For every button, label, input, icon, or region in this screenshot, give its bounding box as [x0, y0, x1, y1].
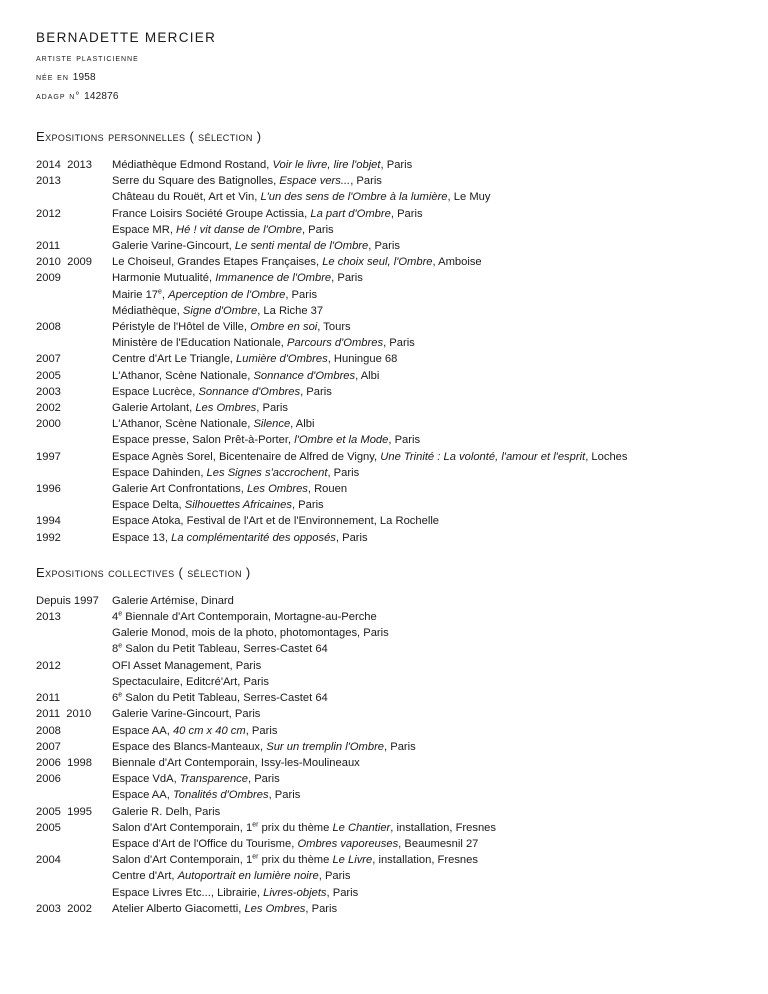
- adagp-label: adagp n°: [36, 91, 81, 102]
- exhibition-entry: [112, 173, 382, 189]
- exhibition-entry: [112, 641, 328, 657]
- exhibition-row: [36, 254, 768, 270]
- exhibition-entry: [112, 335, 415, 351]
- exhibition-years: 2014 2013: [36, 159, 92, 171]
- exhibition-title: Immanence de l'Ombre: [215, 272, 332, 285]
- exhibition-text: 8: [112, 643, 119, 656]
- exhibition-text: L'Athanor, Scène Nationale,: [112, 369, 254, 382]
- exhibition-row: [36, 189, 768, 205]
- exhibition-text: Le Choiseul, Grandes Etapes Françaises,: [112, 256, 323, 269]
- exhibition-title: Sonnance d'Ombres: [198, 385, 301, 398]
- exhibition-entry: [112, 465, 359, 481]
- exhibition-row: [36, 270, 768, 286]
- exhibition-text: , Paris: [285, 288, 318, 301]
- exhibition-text: Espace VdA,: [112, 773, 180, 786]
- exhibition-text: Ministère de l'Education Nationale,: [112, 337, 288, 350]
- exhibition-text: Salon du Petit Tableau, Serres-Castet 64: [122, 643, 328, 656]
- exhibition-entry: [112, 351, 397, 367]
- exhibition-years: 2012: [36, 659, 61, 672]
- exhibition-text: , Paris: [331, 272, 363, 285]
- exhibition-entry: [112, 400, 288, 416]
- exhibition-row: [36, 481, 768, 497]
- exhibition-entry: [112, 270, 363, 286]
- exhibition-row: [36, 416, 768, 432]
- exhibition-years: 2011: [36, 240, 61, 253]
- exhibition-text: , Paris: [291, 499, 324, 512]
- exhibition-row: [36, 384, 768, 400]
- exhibition-title: Silence: [253, 418, 291, 431]
- exhibition-years: 2009: [36, 272, 61, 285]
- exhibition-row: [36, 625, 768, 641]
- exhibition-text: , Tours: [317, 321, 351, 334]
- exhibition-entry: [112, 206, 423, 222]
- exhibition-entry: [112, 901, 337, 917]
- exhibition-text: Galerie Varine-Gincourt,: [112, 240, 235, 253]
- exhibition-entry: [112, 157, 412, 173]
- exhibition-row: [36, 157, 768, 173]
- exhibition-text: , Albi: [290, 418, 315, 431]
- ordinal-suffix: e: [118, 691, 123, 699]
- exhibition-text: , Loches: [585, 450, 628, 463]
- exhibition-text: Espace AA,: [112, 724, 173, 737]
- exhibition-entry: [112, 368, 379, 384]
- exhibition-text: , Paris: [301, 223, 334, 236]
- exhibition-entry: [112, 497, 324, 513]
- section-title-text: Expositions personnelles: [36, 129, 186, 144]
- exhibition-text: Galerie Art Confrontations,: [112, 483, 247, 496]
- exhibition-text: , Le Muy: [447, 191, 491, 204]
- exhibition-text: Spectaculaire, Editcré'Art, Paris: [112, 675, 269, 688]
- exhibition-years: 2002: [36, 402, 61, 415]
- exhibition-years: 2005: [36, 369, 61, 382]
- exhibition-entry: [112, 432, 420, 448]
- exhibition-text: , installation, Fresnes: [390, 821, 496, 834]
- exhibition-entry: [112, 481, 347, 497]
- exhibition-entry: [112, 449, 627, 465]
- exhibition-title: Signe d'Ombre: [182, 304, 258, 317]
- exhibition-row: [36, 755, 768, 771]
- exhibition-row: [36, 465, 768, 481]
- exhibition-text: France Loisirs Société Groupe Actissia,: [112, 207, 311, 220]
- exhibition-years: 2007: [36, 353, 61, 366]
- exhibition-title: Ombres vaporeuses: [297, 837, 399, 850]
- exhibition-entry: [112, 222, 334, 238]
- profession: artiste plasticienne: [36, 53, 139, 64]
- exhibition-title: Lumière d'Ombres: [236, 353, 328, 366]
- exhibition-entry: [112, 416, 314, 432]
- exhibition-years: [36, 885, 112, 901]
- exhibition-row: [36, 820, 768, 836]
- exhibition-text: , La Riche 37: [257, 304, 324, 317]
- exhibition-text: Galerie Artolant,: [112, 402, 196, 415]
- exhibition-title: Sonnance d'Ombres: [253, 369, 356, 382]
- exhibition-entry: [112, 771, 280, 787]
- exhibition-text: , installation, Fresnes: [372, 854, 478, 867]
- exhibition-text: ,: [161, 288, 169, 301]
- exhibition-text: OFI Asset Management, Paris: [112, 659, 262, 672]
- exhibition-title: 40 cm x 40 cm: [172, 724, 246, 737]
- section-title: [36, 129, 768, 144]
- exhibition-list: [36, 593, 768, 917]
- exhibition-title: Aperception de l'Ombre: [168, 288, 286, 301]
- exhibition-row: [36, 723, 768, 739]
- exhibition-years: 2012: [36, 207, 61, 220]
- exhibition-years: [36, 674, 112, 690]
- exhibition-text: , Paris: [305, 902, 338, 915]
- exhibition-row: [36, 787, 768, 803]
- exhibition-row: [36, 400, 768, 416]
- exhibition-text: , Paris: [350, 175, 382, 188]
- exhibition-text: , Paris: [390, 207, 423, 220]
- exhibition-text: Espace Atoka, Festival de l'Art et de l'Environnement, La Rochelle: [112, 515, 440, 528]
- exhibition-row: [36, 609, 768, 625]
- exhibition-row: [36, 593, 768, 609]
- exhibition-text: , Albi: [355, 369, 380, 382]
- exhibition-row: [36, 173, 768, 189]
- exhibition-text: Galerie Artémise, Dinard: [112, 594, 234, 607]
- exhibition-row: [36, 885, 768, 901]
- exhibition-row: [36, 771, 768, 787]
- exhibition-title: l'Ombre et la Mode: [294, 434, 389, 447]
- exhibition-text: Espace des Blancs-Manteaux,: [112, 740, 267, 753]
- exhibition-row: [36, 804, 768, 820]
- exhibition-row: [36, 739, 768, 755]
- exhibition-text: Médiathèque Edmond Rostand,: [112, 159, 273, 171]
- exhibition-title: Parcours d'Ombres: [287, 337, 384, 350]
- exhibition-title: Ombre en soi: [250, 321, 318, 334]
- exhibition-row: [36, 836, 768, 852]
- exhibition-text: L'Athanor, Scène Nationale,: [112, 418, 254, 431]
- exhibition-row: [36, 530, 768, 546]
- exhibition-row: [36, 303, 768, 319]
- exhibition-years: 2006: [36, 773, 61, 786]
- adagp-number: 142876: [84, 91, 119, 102]
- ordinal-suffix: e: [118, 642, 123, 650]
- artist-name: BERNADETTE MERCIER: [36, 30, 217, 45]
- exhibition-row: [36, 222, 768, 238]
- exhibition-text: 6: [112, 692, 119, 705]
- exhibition-text: Espace Lucrèce,: [112, 385, 199, 398]
- exhibition-years: 1996: [36, 483, 61, 496]
- exhibition-entry: [112, 739, 416, 755]
- exhibition-entry: [112, 836, 478, 852]
- exhibition-text: Espace MR,: [112, 223, 177, 236]
- exhibition-text: Espace Livres Etc..., Librairie,: [112, 886, 264, 899]
- exhibition-text: Espace presse, Salon Prêt-à-Porter,: [112, 434, 295, 447]
- exhibition-years: Depuis 1997: [36, 594, 99, 607]
- exhibition-years: 2013: [36, 611, 61, 624]
- exhibition-years: 2011 2010: [36, 708, 92, 721]
- exhibition-years: 2005: [36, 821, 61, 834]
- ordinal-suffix: er: [252, 853, 259, 861]
- exhibition-row: [36, 706, 768, 722]
- exhibition-title: Le Livre: [332, 854, 373, 867]
- birth-year: 1958: [72, 72, 96, 83]
- exhibition-entry: [112, 852, 478, 868]
- exhibition-entry: [112, 384, 332, 400]
- exhibition-years: [36, 497, 112, 513]
- exhibition-entry: [112, 804, 220, 820]
- exhibition-row: [36, 674, 768, 690]
- exhibition-entry: [112, 674, 269, 690]
- exhibition-text: , Paris: [388, 434, 421, 447]
- exhibition-entry: [112, 868, 350, 884]
- exhibition-row: [36, 432, 768, 448]
- exhibition-title: L'un des sens de l'Ombre à la lumière: [260, 191, 448, 204]
- exhibition-entry: [112, 238, 400, 254]
- exhibition-entry: [112, 530, 368, 546]
- exhibition-years: [36, 335, 112, 351]
- ordinal-suffix: e: [118, 610, 123, 618]
- exhibition-text: , Paris: [300, 385, 332, 398]
- exhibition-entry: [112, 787, 300, 803]
- exhibition-title: Le choix seul, l'Ombre: [322, 256, 433, 269]
- exhibition-text: prix du thème: [258, 854, 333, 867]
- exhibition-row: [36, 319, 768, 335]
- exhibition-years: 2013: [36, 175, 61, 188]
- exhibition-row: [36, 513, 768, 529]
- exhibition-title: Les Signes s'accrochent: [206, 466, 328, 479]
- exhibition-title: Les Ombres: [244, 902, 306, 915]
- exhibition-years: 2005 1995: [36, 805, 92, 818]
- exhibition-entry: [112, 287, 317, 303]
- birth-line: [36, 72, 768, 83]
- exhibition-years: [36, 432, 112, 448]
- exhibition-years: 2007: [36, 740, 61, 753]
- exhibition-row: [36, 449, 768, 465]
- exhibition-text: , Rouen: [307, 483, 348, 496]
- exhibition-text: Galerie Monod, mois de la photo, photomontages, Paris: [112, 627, 389, 640]
- exhibition-years: 1994: [36, 515, 61, 528]
- exhibition-title: Le senti mental de l'Ombre: [234, 240, 369, 253]
- exhibition-title: Les Ombres: [246, 483, 308, 496]
- exhibition-row: [36, 335, 768, 351]
- exhibition-text: Galerie R. Delh, Paris: [112, 805, 221, 818]
- exhibition-years: [36, 868, 112, 884]
- exhibition-entry: [112, 254, 482, 270]
- exhibition-entry: [112, 609, 377, 625]
- exhibition-entry: [112, 303, 323, 319]
- exhibition-entry: [112, 755, 360, 771]
- exhibition-years: [36, 641, 112, 657]
- exhibition-row: [36, 690, 768, 706]
- exhibition-text: Espace d'Art de l'Office du Tourisme,: [112, 837, 298, 850]
- exhibition-entry: [112, 319, 351, 335]
- exhibition-years: 2000: [36, 418, 61, 431]
- exhibition-years: 2003: [36, 385, 61, 398]
- exhibition-years: [36, 287, 112, 303]
- exhibition-row: [36, 287, 768, 303]
- exhibition-text: Château du Rouët, Art et Vin,: [112, 191, 261, 204]
- exhibition-text: Biennale d'Art Contemporain, Mortagne-au-Perche: [122, 611, 377, 624]
- exhibition-years: 2006 1998: [36, 756, 92, 769]
- exhibition-row: [36, 658, 768, 674]
- exhibition-title: Voir le livre, lire l'objet: [272, 159, 381, 171]
- exhibition-text: , Paris: [248, 773, 280, 786]
- exhibition-entry: [112, 658, 261, 674]
- exhibition-years: 2010 2009: [36, 256, 92, 269]
- adagp-line: [36, 91, 768, 102]
- exhibition-title: Autoportrait en lumière noire: [177, 870, 319, 883]
- exhibition-years: [36, 787, 112, 803]
- exhibition-row: [36, 351, 768, 367]
- exhibition-text: , Paris: [245, 724, 278, 737]
- exhibition-text: Espace Agnès Sorel, Bicentenaire de Alfred de Vigny,: [112, 450, 381, 463]
- exhibition-text: Centre d'Art,: [112, 870, 178, 883]
- exhibition-text: , Paris: [368, 240, 400, 253]
- exhibition-title: Les Ombres: [195, 402, 257, 415]
- exhibition-entry: [112, 593, 234, 609]
- exhibition-title: Silhouettes Africaines: [184, 499, 292, 512]
- exhibition-text: , Paris: [327, 466, 360, 479]
- exhibition-entry: [112, 625, 389, 641]
- exhibition-years: 1997: [36, 450, 61, 463]
- exhibition-entry: [112, 690, 328, 706]
- exhibition-text: Médiathèque,: [112, 304, 183, 317]
- exhibition-text: Espace Delta,: [112, 499, 185, 512]
- exhibition-row: [36, 901, 768, 917]
- ordinal-suffix: e: [158, 287, 162, 295]
- exhibition-text: Galerie Varine-Gincourt, Paris: [112, 708, 261, 721]
- exhibition-text: Mairie 17: [112, 288, 159, 301]
- section-title: [36, 565, 768, 580]
- exhibition-row: [36, 868, 768, 884]
- exhibition-row: [36, 852, 768, 868]
- exhibition-row: [36, 497, 768, 513]
- exhibition-years: 2011: [36, 692, 61, 705]
- exhibition-text: Espace AA,: [112, 789, 173, 802]
- exhibition-years: [36, 836, 112, 852]
- exhibition-title: Transparence: [179, 773, 248, 786]
- exhibition-text: prix du thème: [258, 821, 333, 834]
- exhibition-title: La complémentarité des opposés: [171, 531, 336, 544]
- exhibition-text: Péristyle de l'Hôtel de Ville,: [112, 321, 251, 334]
- exhibition-text: , Paris: [256, 402, 288, 415]
- exhibition-title: La part d'Ombre: [310, 207, 391, 220]
- exhibition-text: , Paris: [380, 159, 413, 171]
- exhibition-years: 2004: [36, 854, 61, 867]
- exhibition-text: Atelier Alberto Giacometti,: [112, 902, 245, 915]
- exhibition-title: Hé ! vit danse de l'Ombre: [176, 223, 302, 236]
- section-group-exhibitions: [36, 565, 768, 917]
- exhibition-text: Salon du Petit Tableau, Serres-Castet 64: [122, 692, 328, 705]
- exhibition-years: [36, 303, 112, 319]
- exhibition-text: Salon d'Art Contemporain, 1: [112, 821, 253, 834]
- exhibition-entry: [112, 885, 358, 901]
- exhibition-entry: [112, 513, 439, 529]
- exhibition-years: [36, 465, 112, 481]
- ordinal-suffix: er: [252, 820, 259, 828]
- exhibition-list: [36, 157, 768, 546]
- exhibition-years: 2003 2002: [36, 902, 92, 915]
- exhibition-row: [36, 641, 768, 657]
- exhibition-text: , Paris: [326, 886, 359, 899]
- section-qualifier: ( sélection ): [178, 564, 251, 580]
- section-qualifier: ( sélection ): [189, 129, 262, 144]
- exhibition-row: [36, 206, 768, 222]
- exhibition-entry: [112, 723, 277, 739]
- exhibition-years: 2008: [36, 321, 61, 334]
- exhibition-years: 2008: [36, 724, 61, 737]
- exhibition-text: Espace Dahinden,: [112, 466, 207, 479]
- exhibition-years: [36, 222, 112, 238]
- exhibition-text: Centre d'Art Le Triangle,: [112, 353, 237, 366]
- exhibition-title: Sur un tremplin l'Ombre: [266, 740, 385, 753]
- exhibition-entry: [112, 189, 490, 205]
- exhibition-text: Biennale d'Art Contemporain, Issy-les-Moulineaux: [112, 756, 360, 769]
- exhibition-text: 4: [112, 611, 119, 624]
- exhibition-row: [36, 238, 768, 254]
- exhibition-entry: [112, 820, 496, 836]
- exhibition-text: Serre du Square des Batignolles,: [112, 175, 280, 188]
- exhibition-text: , Paris: [335, 531, 368, 544]
- section-title-text: Expositions collectives: [36, 564, 175, 580]
- birth-label: née en: [36, 72, 69, 83]
- exhibition-text: , Beaumesnil 27: [398, 837, 479, 850]
- exhibition-years: [36, 189, 112, 205]
- exhibition-text: Salon d'Art Contemporain, 1: [112, 854, 253, 867]
- exhibition-text: , Paris: [268, 789, 301, 802]
- exhibition-title: Le Chantier: [332, 821, 391, 834]
- exhibition-title: Tonalités d'Ombres: [172, 789, 269, 802]
- exhibition-title: Une Trinité : La volonté, l'amour et l'esprit: [380, 450, 586, 463]
- exhibition-title: Livres-objets: [263, 886, 327, 899]
- exhibition-text: , Huningue 68: [327, 353, 398, 366]
- exhibition-entry: [112, 706, 260, 722]
- exhibition-years: [36, 625, 112, 641]
- exhibition-row: [36, 368, 768, 384]
- exhibition-text: , Paris: [383, 337, 415, 350]
- section-personal-exhibitions: [36, 129, 768, 546]
- exhibition-text: Harmonie Mutualité,: [112, 272, 216, 285]
- exhibition-text: , Paris: [318, 870, 351, 883]
- exhibition-text: , Amboise: [432, 256, 482, 269]
- exhibition-years: 1992: [36, 531, 61, 544]
- exhibition-text: Espace 13,: [112, 531, 172, 544]
- exhibition-title: Espace vers...: [279, 175, 351, 188]
- exhibition-text: , Paris: [384, 740, 416, 753]
